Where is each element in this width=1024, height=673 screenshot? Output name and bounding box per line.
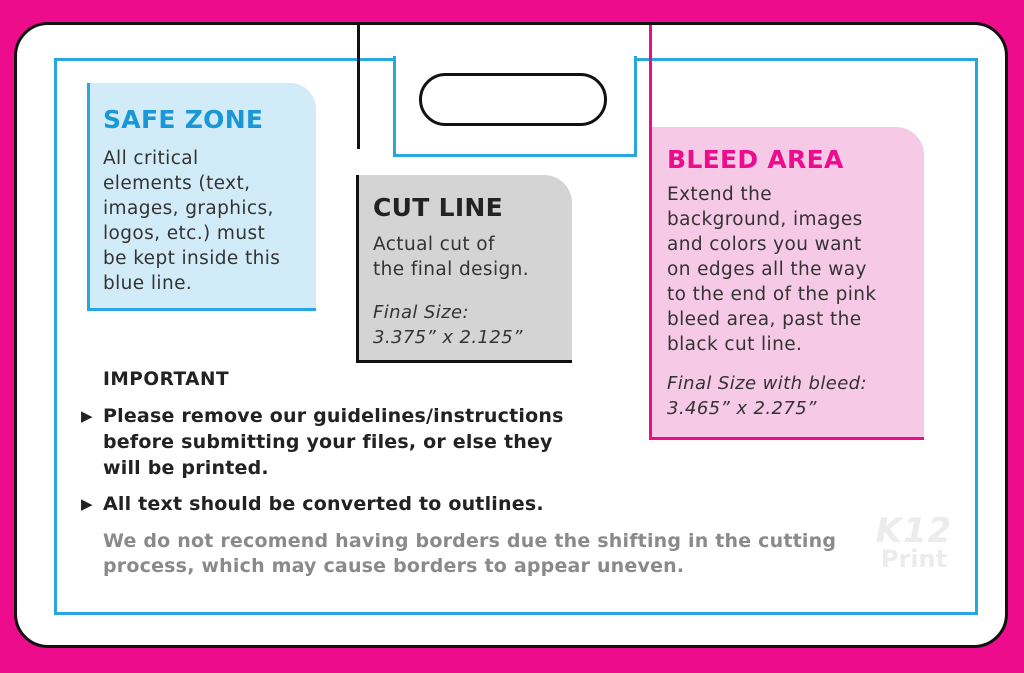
bullet-remove-guidelines [81, 403, 564, 481]
bullet-1-line-3: will be printed. [103, 457, 269, 479]
safe-zone-line-3: images, graphics, [103, 198, 274, 219]
id-card-template [14, 22, 1008, 648]
bleed-line-5: to the end of the pink [667, 284, 877, 305]
bullet-2-line-1: All text should be converted to outlines. [103, 493, 544, 515]
triangle-bullet-icon: ▶ [81, 495, 93, 513]
safe-zone-line-5: be kept inside this [103, 248, 281, 269]
cut-line-line-2: the final design. [373, 259, 530, 280]
final-size-value: 3.375” x 2.125” [373, 327, 523, 348]
note-line-2: process, which may cause borders to appear uneven. [103, 555, 685, 577]
safe-zone-line-1: All critical [103, 148, 199, 169]
triangle-bullet-icon: ▶ [81, 407, 93, 425]
safe-zone-line-4: logos, etc.) must [103, 223, 266, 244]
bleed-final-size [667, 371, 924, 421]
final-size-label: Final Size: [373, 302, 469, 323]
bleed-size-value: 3.465” x 2.275” [667, 398, 817, 419]
bleed-size-label: Final Size with bleed: [667, 373, 867, 394]
cut-line-text [373, 232, 572, 282]
bleed-line-7: black cut line. [667, 334, 803, 355]
cut-line-box [356, 175, 572, 363]
safe-zone-line-2: elements (text, [103, 173, 251, 194]
logo-k12: K12 [875, 511, 953, 551]
safe-zone-text [103, 146, 316, 296]
important-heading: IMPORTANT [103, 369, 230, 390]
borders-note [103, 529, 863, 579]
cut-line-title: CUT LINE [373, 193, 504, 222]
bleed-line-4: on edges all the way [667, 259, 867, 280]
bullet-convert-outlines [81, 491, 544, 517]
bullet-1-line-2: before submitting your files, or else they [103, 431, 553, 453]
safe-zone-line-6: blue line. [103, 273, 193, 294]
cut-line-line-1: Actual cut of [373, 234, 495, 255]
bleed-area-text [667, 182, 924, 357]
bleed-line-1: Extend the [667, 184, 772, 205]
note-line-1: We do not recomend having borders due the shifting in the cutting [103, 530, 837, 552]
bleed-line-6: bleed area, past the [667, 309, 862, 330]
bleed-area-title: BLEED AREA [667, 145, 844, 174]
bleed-line-2: background, images [667, 209, 863, 230]
cut-line-final-size [373, 300, 572, 350]
logo-print: Print [880, 545, 948, 573]
safe-zone-title: SAFE ZONE [103, 105, 264, 134]
bleed-line-3: and colors you want [667, 234, 862, 255]
bullet-1-line-1: Please remove our guidelines/instructions [103, 405, 564, 427]
safe-zone-box [87, 83, 316, 311]
lanyard-slot-hole [419, 73, 607, 126]
bleed-area-box [649, 127, 924, 440]
k12-print-logo [869, 511, 959, 573]
